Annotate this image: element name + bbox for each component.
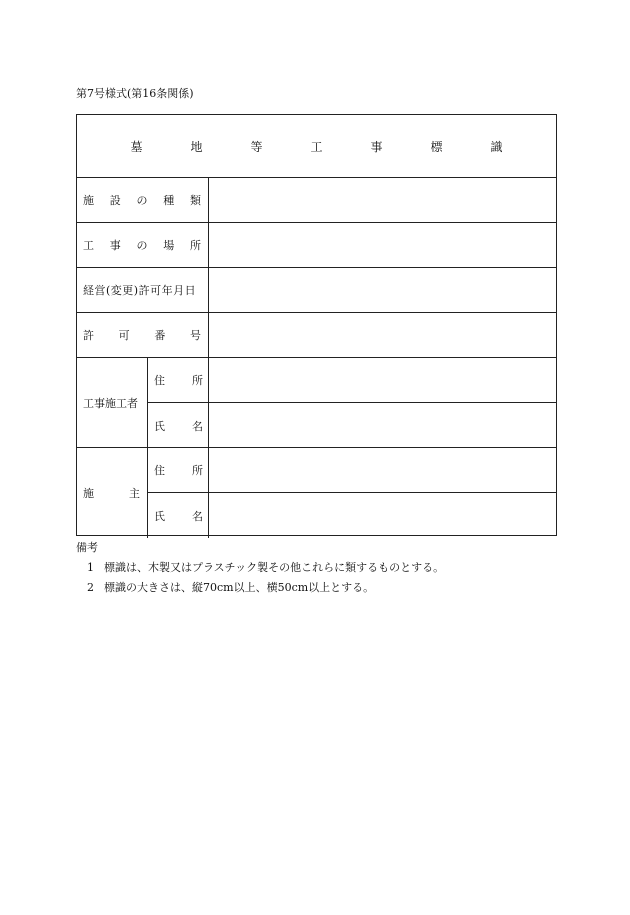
note-number: 1 — [87, 561, 94, 574]
label-char: の — [136, 194, 148, 207]
label-char: 事 — [109, 239, 121, 252]
label-char: 許 — [83, 329, 94, 342]
contractor-group — [77, 358, 556, 448]
contractor-address-label — [154, 372, 203, 388]
label-char: 番 — [154, 329, 166, 342]
owner-address-label-cell — [148, 448, 209, 492]
construction-site-label — [83, 237, 201, 253]
construction-site-value[interactable] — [209, 223, 556, 267]
contractor-label-cell — [77, 358, 148, 447]
notes-section — [76, 538, 444, 598]
form-title: 墓 地 等 工 事 標 識 — [130, 139, 521, 154]
owner-name-label — [154, 508, 203, 524]
owner-name-row — [148, 493, 556, 538]
label-char: 名 — [192, 509, 203, 523]
contractor-address-row — [148, 358, 556, 403]
note-text: 標識の大きさは、縦70cm以上、横50cm以上とする。 — [104, 581, 375, 594]
note-item — [76, 578, 444, 598]
permit-number-value[interactable] — [209, 313, 556, 357]
label-char: 住 — [154, 374, 165, 387]
contractor-label: 工事施工者 — [83, 396, 138, 410]
note-text: 標識は、木製又はプラスチック製その他これらに類するものとする。 — [104, 561, 445, 574]
owner-label — [83, 485, 140, 501]
label-char: 号 — [189, 329, 201, 342]
label-char: 名 — [192, 419, 203, 433]
label-char: 所 — [192, 374, 203, 387]
label-char: 主 — [129, 487, 140, 500]
owner-group — [77, 448, 556, 538]
contractor-name-row — [148, 403, 556, 448]
owner-label-cell — [77, 448, 148, 538]
contractor-name-label-cell — [148, 403, 209, 448]
label-char: の — [136, 239, 148, 252]
note-number: 2 — [87, 581, 94, 594]
facility-type-label — [83, 192, 201, 208]
owner-address-value[interactable] — [209, 448, 556, 492]
row-permit-number — [77, 313, 556, 358]
permit-date-label-cell — [77, 268, 209, 312]
label-char: 類 — [190, 194, 201, 207]
label-char: 可 — [118, 329, 130, 342]
permit-date-value[interactable] — [209, 268, 556, 312]
notes-heading: 備考 — [76, 541, 98, 554]
row-permit-date — [77, 268, 556, 313]
form-number: 第7号様式(第16条関係) — [76, 87, 194, 100]
row-facility-type — [77, 178, 556, 223]
permit-number-label — [83, 327, 201, 343]
owner-address-row — [148, 448, 556, 493]
label-char: 施 — [83, 194, 94, 207]
contractor-address-label-cell — [148, 358, 209, 402]
label-char: 住 — [154, 464, 165, 477]
permit-number-label-cell — [77, 313, 209, 357]
facility-type-value[interactable] — [209, 178, 556, 222]
row-construction-site — [77, 223, 556, 268]
contractor-address-value[interactable] — [209, 358, 556, 402]
label-char: 氏 — [154, 419, 165, 433]
label-char: 所 — [190, 239, 201, 252]
label-char: 氏 — [154, 509, 165, 523]
owner-address-label — [154, 462, 203, 478]
sign-form-table — [76, 114, 557, 536]
contractor-name-value[interactable] — [209, 403, 556, 448]
facility-type-label-cell — [77, 178, 209, 222]
label-char: 所 — [192, 464, 203, 477]
permit-date-label: 経営(変更)許可年月日 — [83, 284, 197, 297]
contractor-name-label — [154, 418, 203, 434]
construction-site-label-cell — [77, 223, 209, 267]
owner-name-value[interactable] — [209, 493, 556, 538]
label-char: 施 — [83, 487, 94, 500]
note-item — [76, 558, 444, 578]
label-char: 場 — [163, 239, 175, 252]
owner-name-label-cell — [148, 493, 209, 538]
label-char: 種 — [163, 194, 175, 207]
label-char: 工 — [83, 239, 94, 252]
label-char: 設 — [109, 194, 121, 207]
title-row — [77, 115, 556, 178]
